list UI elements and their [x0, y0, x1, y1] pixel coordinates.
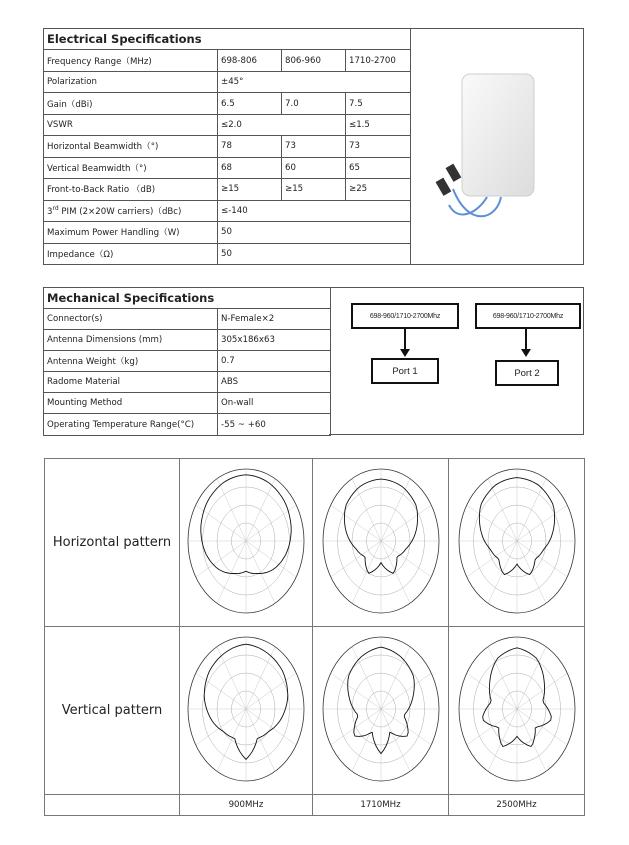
- polar-grid-spoke: [488, 646, 517, 708]
- port-1-box: Port 1: [371, 358, 439, 384]
- port-2-band-label: 698-960/1710-2700Mhz: [475, 303, 581, 329]
- table-row: [45, 627, 585, 795]
- polar-grid-spoke: [246, 709, 275, 771]
- polar-grid-spoke: [196, 673, 246, 709]
- polar-grid-spoke: [381, 646, 410, 708]
- table-row: Operating Temperature Range(°C) -55 ~ +60: [44, 414, 331, 436]
- polar-grid-spoke: [517, 709, 567, 745]
- radiation-pattern-table: [44, 458, 585, 816]
- horizontal-pattern-900-plot: [182, 463, 310, 623]
- horizontal-pattern-2500-plot: [453, 463, 581, 623]
- vertical-pattern-1710-plot: [317, 631, 445, 791]
- polar-grid-spoke: [517, 673, 567, 709]
- table-row: Frequency Range（MHz) 698-806 806-960 1710-2700: [44, 50, 411, 71]
- vertical-pattern-900-plot: [182, 631, 310, 791]
- table-row: Antenna Dimensions (mm) 305x186x63: [44, 330, 331, 351]
- table-row: Impedance（Ω) 50: [44, 243, 411, 264]
- table-row: [45, 459, 585, 627]
- polar-grid-spoke: [217, 709, 246, 771]
- frequency-label: 900MHz: [180, 795, 313, 816]
- vertical-pattern-label: Vertical pattern: [45, 627, 180, 795]
- table-row: Gain（dBi) 6.5 7.0 7.5: [44, 93, 411, 114]
- horizontal-pattern-label: Horizontal pattern: [45, 459, 180, 627]
- polar-grid-spoke: [246, 673, 296, 709]
- polar-grid-spoke: [352, 709, 381, 771]
- port-diagram: [329, 287, 584, 435]
- table-row: VSWR ≤2.0 ≤1.5: [44, 114, 411, 135]
- polar-grid-spoke: [330, 505, 380, 541]
- electrical-title: Electrical Specifications: [44, 29, 411, 50]
- vertical-pattern-2500-plot: [453, 631, 581, 791]
- polar-grid-spoke: [381, 709, 410, 771]
- table-row: Radome Material ABS: [44, 372, 331, 393]
- frequency-label: 2500MHz: [449, 795, 585, 816]
- table-row: Front-to-Back Ratio （dB) ≥15 ≥15 ≥25: [44, 179, 411, 200]
- horizontal-pattern-1710-plot: [317, 463, 445, 623]
- polar-grid-spoke: [381, 478, 410, 540]
- polar-grid-spoke: [517, 709, 546, 771]
- frequency-label: 1710MHz: [313, 795, 449, 816]
- polar-grid-spoke: [217, 478, 246, 540]
- mechanical-specifications-table: [43, 287, 331, 436]
- polar-grid-spoke: [381, 505, 431, 541]
- port-2-box: Port 2: [495, 360, 559, 386]
- port-2-arrow-icon: [521, 349, 531, 357]
- table-row: Connector(s) N-Female×2: [44, 309, 331, 330]
- polar-grid-spoke: [466, 709, 516, 745]
- port-1-connector-line: [404, 329, 406, 351]
- table-row: [45, 795, 585, 816]
- polar-grid-spoke: [352, 478, 381, 540]
- polar-grid-spoke: [330, 541, 380, 577]
- table-row: Vertical Beamwidth（°) 68 60 65: [44, 157, 411, 178]
- port-1-arrow-icon: [400, 349, 410, 357]
- antenna-image-panel: [409, 28, 584, 265]
- table-row: 3rd PIM (2×20W carriers)（dBc) ≤-140: [44, 200, 411, 221]
- mechanical-title: Mechanical Specifications: [44, 288, 331, 309]
- table-row: Polarization ±45°: [44, 71, 411, 92]
- polar-grid-spoke: [381, 673, 431, 709]
- polar-grid-spoke: [517, 646, 546, 708]
- polar-grid-spoke: [517, 505, 567, 541]
- table-row: Maximum Power Handling（W) 50: [44, 222, 411, 243]
- table-row: Antenna Weight（kg) 0.7: [44, 351, 331, 372]
- table-row: Mounting Method On-wall: [44, 393, 331, 414]
- port-2-connector-line: [525, 329, 527, 351]
- polar-grid-spoke: [381, 541, 431, 577]
- polar-grid-spoke: [217, 541, 246, 603]
- polar-grid-spoke: [352, 646, 381, 708]
- antenna-image: [409, 29, 582, 264]
- polar-grid-spoke: [196, 709, 246, 745]
- polar-grid-spoke: [352, 541, 381, 603]
- polar-grid-spoke: [246, 541, 275, 603]
- electrical-specifications-table: [43, 28, 411, 265]
- polar-grid-spoke: [246, 478, 275, 540]
- polar-grid-spoke: [330, 673, 380, 709]
- polar-grid-spoke: [381, 541, 410, 603]
- port-1-band-label: 698-960/1710-2700Mhz: [351, 303, 459, 329]
- table-row: Horizontal Beamwidth（°) 78 73 73: [44, 136, 411, 157]
- polar-grid-spoke: [246, 505, 296, 541]
- polar-grid-spoke: [196, 505, 246, 541]
- polar-grid-spoke: [466, 505, 516, 541]
- polar-grid-spoke: [246, 709, 296, 745]
- polar-grid-spoke: [466, 673, 516, 709]
- polar-grid-spoke: [488, 709, 517, 771]
